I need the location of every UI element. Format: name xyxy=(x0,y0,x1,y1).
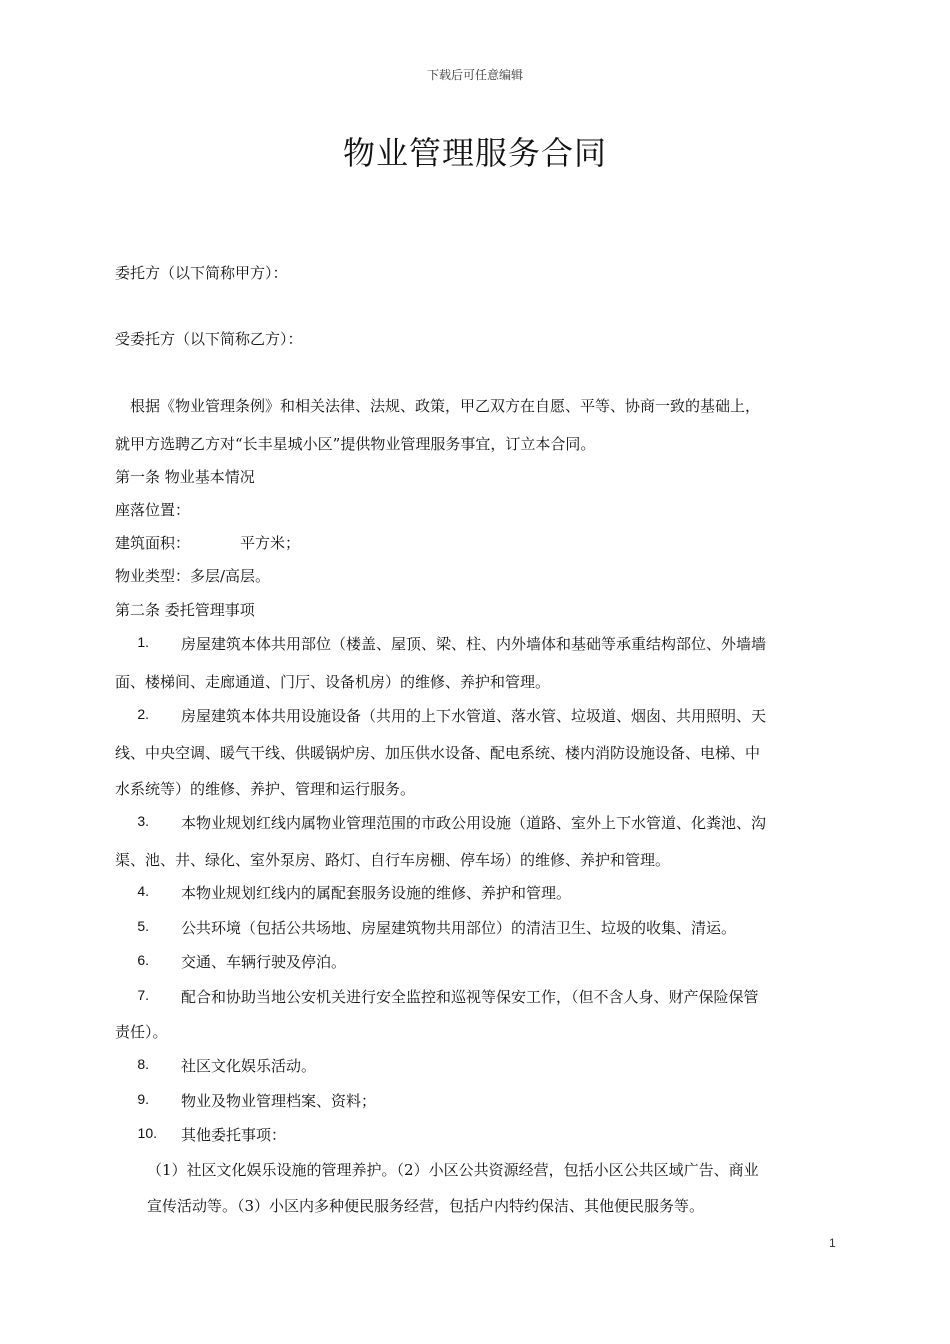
item-text: 房屋建筑本体共用部位（楼盖、屋顶、梁、柱、内外墙体和基础等承重结构部位、外墙墙 xyxy=(181,635,767,653)
item-text-cont: 面、楼梯间、走廊通道、门厅、设备机房）的维修、养护和管理。 xyxy=(115,673,551,691)
item-text: 本物业规划红线内的属配套服务设施的维修、养护和管理。 xyxy=(181,884,572,902)
item-text: 物业及物业管理档案、资料； xyxy=(181,1092,377,1110)
item-number: 10. xyxy=(137,1125,157,1141)
party-b-line: 受委托方（以下简称乙方）： xyxy=(115,330,303,348)
other-items-line-2: 宣传活动等。（3）小区内多种便民服务经营，包括户内特约保洁、其他便民服务等。 xyxy=(147,1197,705,1215)
item-text: 房屋建筑本体共用设施设备（共用的上下水管道、落水管、垃圾道、烟囱、共用照明、天 xyxy=(181,707,767,725)
item-text: 公共环境（包括公共场地、房屋建筑物共用部位）的清洁卫生、垃圾的收集、清运。 xyxy=(181,919,737,937)
item-text-cont: 渠、池、井、绿化、室外泵房、路灯、自行车房棚、停车场）的维修、养护和管理。 xyxy=(115,851,671,869)
item-number: 1. xyxy=(137,634,149,650)
article-2-heading: 第二条 委托管理事项 xyxy=(115,601,255,619)
item-number: 9. xyxy=(137,1091,149,1107)
item-number: 6. xyxy=(137,952,149,968)
item-number: 2. xyxy=(137,706,149,722)
item-text-cont: 责任）。 xyxy=(115,1023,168,1041)
item-text: 交通、车辆行驶及停泊。 xyxy=(181,953,347,971)
intro-line-2: 就甲方选聘乙方对“长丰星城小区”提供物业管理服务事宜，订立本合同。 xyxy=(115,435,596,453)
party-a-line: 委托方（以下简称甲方）： xyxy=(115,264,288,282)
document-title: 物业管理服务合同 xyxy=(342,134,607,172)
area-label: 建筑面积： xyxy=(115,534,191,552)
article-1-heading: 第一条 物业基本情况 xyxy=(115,468,255,486)
item-text: 本物业规划红线内属物业管理范围的市政公用设施（道路、室外上下水管道、化粪池、沟 xyxy=(181,814,767,832)
header-note: 下载后可任意编辑 xyxy=(426,68,523,82)
property-type-line: 物业类型：多层/高层。 xyxy=(115,567,271,585)
area-unit: 平方米； xyxy=(240,534,301,552)
item-text-cont: 水系统等）的维修、养护、管理和运行服务。 xyxy=(115,780,416,798)
item-number: 4. xyxy=(137,883,149,899)
item-text-cont: 线、中央空调、暖气干线、供暖锅炉房、加压供水设备、配电系统、楼内消防设施设备、电梯、中 xyxy=(115,744,761,762)
location-line: 座落位置： xyxy=(115,501,191,519)
item-text: 社区文化娱乐活动。 xyxy=(181,1057,317,1075)
intro-line-1: 根据《物业管理条例》和相关法律、法规、政策，甲乙双方在自愿、平等、协商一致的基础上， xyxy=(130,397,761,415)
page-number: 1 xyxy=(829,1236,836,1250)
item-number: 5. xyxy=(137,918,149,934)
other-items-line-1: （1）社区文化娱乐设施的管理养护。（2）小区公共资源经营，包括小区公共区域广告、商业 xyxy=(147,1161,759,1179)
item-number: 8. xyxy=(137,1056,149,1072)
item-text: 配合和协助当地公安机关进行安全监控和巡视等保安工作，（但不含人身、财产保险保管 xyxy=(181,988,759,1006)
item-number: 7. xyxy=(137,987,149,1003)
item-number: 3. xyxy=(137,813,149,829)
item-text: 其他委托事项： xyxy=(181,1126,287,1144)
